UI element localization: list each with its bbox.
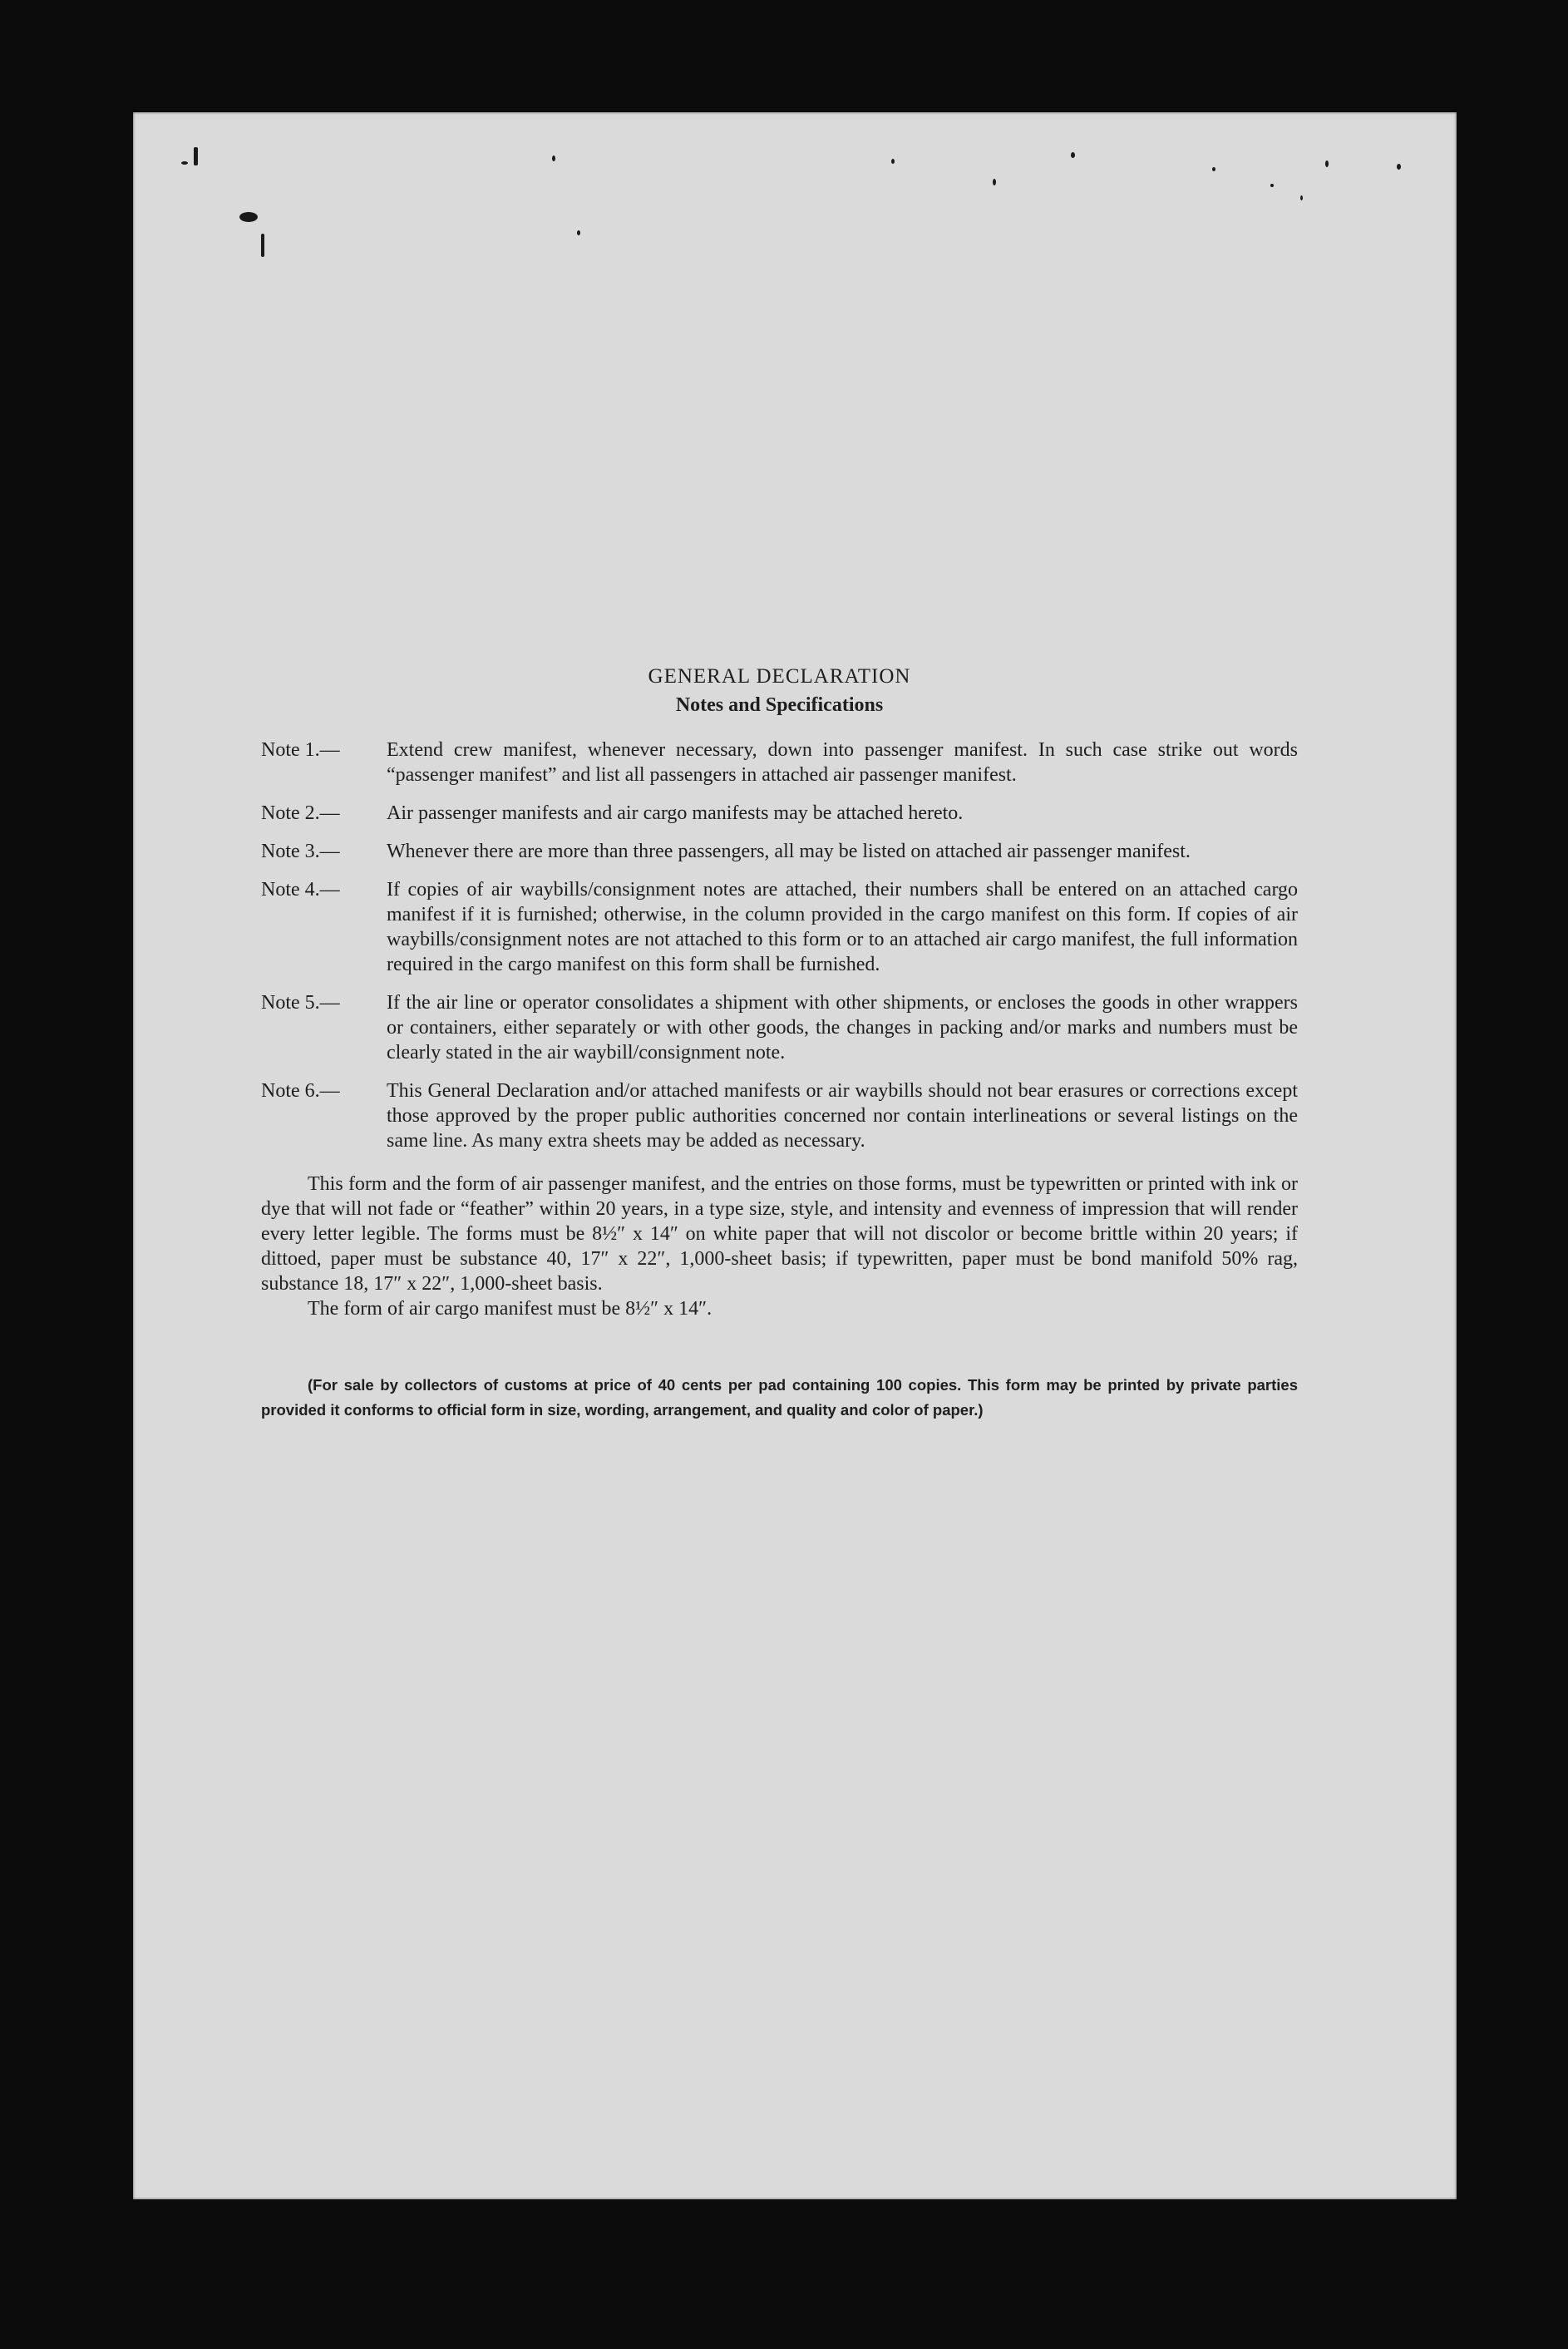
- scan-speck: [1300, 195, 1303, 200]
- scan-speck: [552, 155, 555, 161]
- note-3: [261, 839, 1298, 864]
- scan-speck: [891, 159, 895, 164]
- scan-speck: [181, 161, 188, 165]
- scan-speck: [577, 230, 580, 235]
- scan-speck: [1397, 164, 1401, 170]
- scan-speck: [261, 234, 264, 257]
- note-label: Note 1.—: [261, 739, 340, 761]
- form-specifications: This form and the form of air passenger manifest, and the entries on those forms, must be typewritten or printed with ink or dye that will not fade or “feather” within 20 years, in a type size, style, and intensity and evenness of impression that will render every letter legible. The forms must be 8½″ x 14″ on white paper that will not discolor or become brittle within 20 years; if dittoed, paper must be substance 40, 17″ x 22″, 1,000-sheet basis; if typewritten, paper must be bond manifold 50% rag, substance 18, 17″ x 22″, 1,000-sheet basis.: [261, 1173, 1298, 1295]
- note-text: Air passenger manifests and air cargo manifests may be attached hereto.: [387, 802, 964, 824]
- note-label: Note 6.—: [261, 1080, 340, 1102]
- note-text: If the air line or operator consolidates a shipment with other shipments, or encloses the goods in other wrappers or containers, either separately or with other goods, the changes in packing and/or marks and numbers must be clearly stated in the air waybill/consignment note.: [387, 992, 1298, 1063]
- scan-speck: [1071, 152, 1075, 158]
- sale-note: (For sale by collectors of customs at price of 40 cents per pad containing 100 copies. This form may be printed by private parties provided it conforms to official form in size, wording, arrangement, and quality and color of paper.): [261, 1376, 1298, 1419]
- note-text: Whenever there are more than three passengers, all may be listed on attached air passenger manifest.: [387, 841, 1191, 862]
- scan-speck: [1270, 184, 1274, 187]
- note-label: Note 4.—: [261, 879, 340, 901]
- document-page: [133, 112, 1457, 2199]
- note-text: This General Declaration and/or attached manifests or air waybills should not bear erasures or corrections except those approved by the proper public authorities concerned nor contain interlineations or several listings on the same line. As many extra sheets may be added as necessary.: [387, 1080, 1298, 1152]
- page-subtitle: Notes and Specifications: [675, 694, 884, 716]
- note-label: Note 5.—: [261, 992, 340, 1014]
- cargo-form-size: The form of air cargo manifest must be 8½″ x 14″.: [308, 1298, 713, 1320]
- scan-speck: [993, 179, 996, 185]
- note-6: [261, 1078, 1298, 1153]
- note-text: If copies of air waybills/consignment notes are attached, their numbers shall be entered on an attached cargo manifest if it is furnished; otherwise, in the column provided in the cargo manifest on this form. If copies of air waybills/consignment notes are not attached to this form or to an attached air cargo manifest, the full information required in the cargo manifest on this form shall be furnished.: [387, 879, 1298, 975]
- note-1: [261, 738, 1298, 787]
- note-text: Extend crew manifest, whenever necessary, down into passenger manifest. In such case strike out words “passenger manifest” and list all passengers in attached air passenger manifest.: [387, 739, 1298, 786]
- declaration-content: [261, 663, 1298, 1439]
- note-4: [261, 877, 1298, 977]
- scan-speck: [239, 212, 258, 222]
- scan-speck: [1212, 167, 1215, 171]
- note-2: [261, 801, 1298, 826]
- scan-speck: [1325, 160, 1329, 167]
- note-label: Note 3.—: [261, 841, 340, 862]
- note-label: Note 2.—: [261, 802, 340, 824]
- page-title: GENERAL DECLARATION: [648, 665, 911, 688]
- note-5: [261, 990, 1298, 1065]
- scan-speck: [194, 147, 198, 165]
